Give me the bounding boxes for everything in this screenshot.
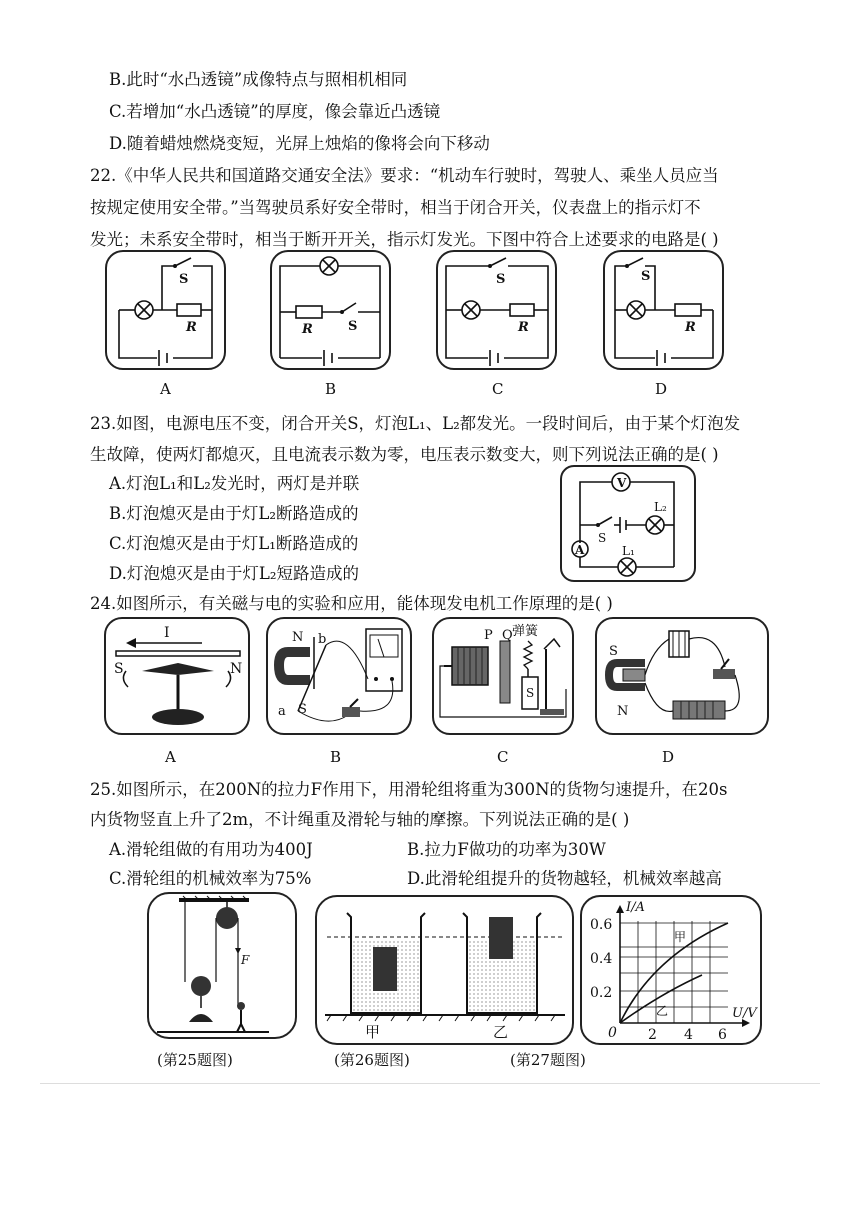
- q24-label-a: A: [165, 748, 176, 766]
- q24-stem: 24.如图所示，有关磁与电的实验和应用，能体现发电机工作原理的是( ): [90, 594, 613, 613]
- caption-fig26: (第26题图): [334, 1051, 410, 1069]
- svg-text:R: R: [685, 320, 696, 335]
- svg-text:S: S: [526, 686, 535, 700]
- q24-fig-b: [266, 617, 412, 735]
- q22-circuit-c: [436, 250, 557, 370]
- svg-text:I: I: [164, 625, 170, 641]
- q22-stem-line2: 按规定使用安全带。”当驾驶员系好安全带时，相当于闭合开关，仪表盘上的指示灯不: [90, 198, 701, 217]
- q22-label-c: C: [492, 380, 504, 398]
- svg-text:N: N: [292, 630, 304, 645]
- q25-option-d: D.此滑轮组提升的货物越轻，机械效率越高: [407, 869, 722, 888]
- q24-label-d: D: [662, 748, 675, 766]
- caption-fig27: (第27题图): [510, 1051, 586, 1069]
- svg-text:L₁: L₁: [622, 544, 635, 558]
- switch-label: S: [179, 272, 189, 287]
- q22-circuit-d: [603, 250, 724, 370]
- q24-label-b: B: [330, 748, 342, 766]
- caption-fig25: (第25题图): [157, 1051, 233, 1069]
- q23-option-a: A.灯泡L₁和L₂发光时，两灯是并联: [109, 474, 360, 493]
- svg-text:甲: 甲: [365, 1023, 381, 1041]
- fig25-pulley: [147, 892, 297, 1039]
- q22-circuit-b: [270, 250, 391, 370]
- svg-text:b: b: [318, 632, 327, 647]
- svg-text:Q: Q: [502, 628, 513, 643]
- q23-option-b: B.灯泡熄灭是由于灯L₂断路造成的: [109, 504, 359, 523]
- svg-text:N: N: [230, 661, 243, 677]
- q22-circuit-a: [105, 250, 226, 370]
- svg-text:0.6: 0.6: [590, 917, 613, 933]
- svg-text:4: 4: [684, 1027, 693, 1043]
- svg-text:S: S: [496, 272, 506, 287]
- svg-text:L₂: L₂: [654, 500, 667, 514]
- q21-option-d: D.随着蜡烛燃烧变短，光屏上烛焰的像将会向下移动: [109, 134, 490, 153]
- svg-text:S: S: [114, 661, 124, 677]
- q24-label-c: C: [497, 748, 509, 766]
- svg-text:S: S: [598, 531, 607, 545]
- q22-label-a: A: [160, 380, 171, 398]
- svg-text:R: R: [302, 322, 313, 337]
- q24-fig-d: [595, 617, 769, 735]
- svg-text:2: 2: [648, 1027, 657, 1043]
- q24-fig-c: [432, 617, 574, 735]
- svg-text:乙: 乙: [656, 1004, 669, 1018]
- svg-text:P: P: [484, 628, 493, 643]
- q21-option-c: C.若增加“水凸透镜”的厚度，像会靠近凸透镜: [109, 102, 441, 121]
- svg-text:6: 6: [718, 1027, 727, 1043]
- svg-text:a: a: [278, 704, 286, 719]
- svg-text:F: F: [241, 953, 250, 967]
- svg-text:V: V: [617, 476, 627, 490]
- svg-text:0: 0: [608, 1025, 617, 1041]
- svg-text:I/A: I/A: [626, 900, 645, 915]
- svg-text:A: A: [575, 543, 585, 557]
- fig27-graph: [580, 895, 762, 1045]
- q23-stem-line2: 生故障，使两灯都熄灭，且电流表示数为零，电压表示数变大，则下列说法正确的是( ): [90, 445, 719, 464]
- fig26-beakers: [315, 895, 574, 1045]
- svg-text:N: N: [617, 704, 629, 719]
- q23-circuit: [560, 465, 696, 582]
- svg-text:甲: 甲: [674, 930, 687, 944]
- page-divider: [40, 1083, 820, 1084]
- svg-text:S: S: [609, 644, 618, 659]
- svg-text:S: S: [298, 702, 307, 717]
- q25-option-a: A.滑轮组做的有用功为400J: [109, 840, 313, 859]
- q22-stem-line3: 发光；未系安全带时，相当于断开开关，指示灯发光。下图中符合上述要求的电路是( ): [90, 230, 719, 249]
- svg-text:0.4: 0.4: [590, 951, 613, 967]
- svg-text:R: R: [518, 320, 529, 335]
- resistor-label: R: [186, 320, 197, 335]
- svg-text:乙: 乙: [493, 1023, 509, 1041]
- q25-option-b: B.拉力F做功的功率为30W: [407, 840, 606, 859]
- q21-option-b: B.此时“水凸透镜”成像特点与照相机相同: [109, 70, 408, 89]
- svg-text:S: S: [641, 269, 651, 284]
- q25-stem-line2: 内货物竖直上升了2m，不计绳重及滑轮与轴的摩擦。下列说法正确的是( ): [90, 810, 630, 829]
- q23-option-c: C.灯泡熄灭是由于灯L₁断路造成的: [109, 534, 359, 553]
- svg-text:U/V: U/V: [732, 1006, 757, 1021]
- q22-label-b: B: [325, 380, 337, 398]
- svg-text:S: S: [348, 319, 358, 334]
- q25-option-c: C.滑轮组的机械效率为75%: [109, 869, 312, 888]
- q24-fig-a: [104, 617, 250, 735]
- svg-text:0.2: 0.2: [590, 985, 613, 1001]
- q23-stem-line1: 23.如图，电源电压不变，闭合开关S，灯泡L₁、L₂都发光。一段时间后，由于某个灯泡发: [90, 414, 741, 433]
- q22-stem-line1: 22.《中华人民共和国道路交通安全法》要求：“机动车行驶时，驾驶人、乘坐人员应当: [90, 166, 719, 185]
- q23-option-d: D.灯泡熄灭是由于灯L₂短路造成的: [109, 564, 359, 583]
- q22-label-d: D: [655, 380, 668, 398]
- q25-stem-line1: 25.如图所示，在200N的拉力F作用下，用滑轮组将重为300N的货物匀速提升，在20s: [90, 780, 728, 799]
- svg-text:弹簧: 弹簧: [512, 624, 539, 639]
